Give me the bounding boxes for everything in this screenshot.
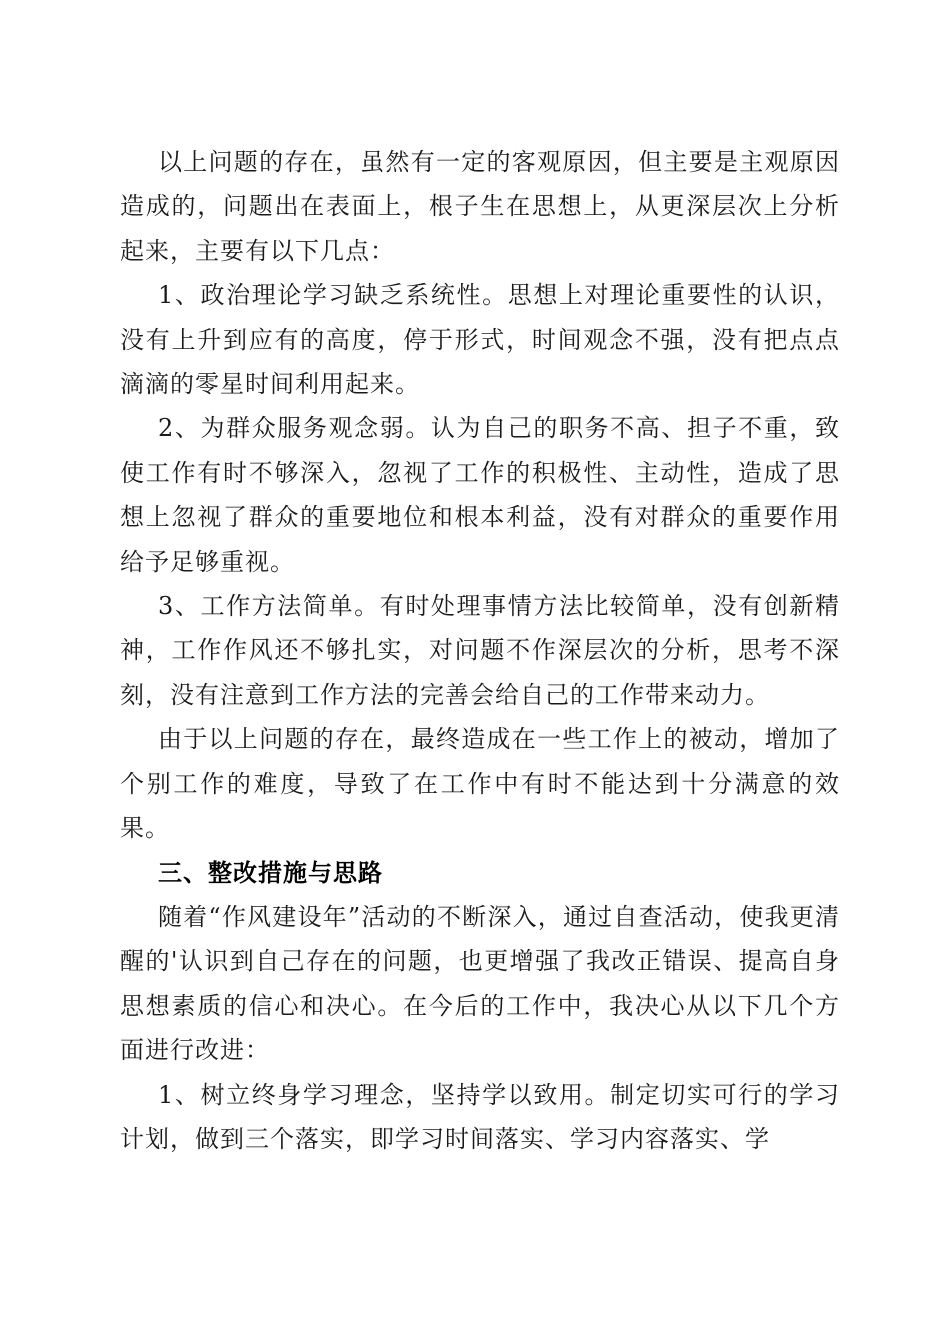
paragraph-cause-3: 3、工作方法简单。有时处理事情方法比较简单，没有创新精神，工作作风还不够扎实，对问题不作深层次的分析，思考不深刻，没有注意到工作方法的完善会给自己的工作带来动力。 (120, 592, 840, 709)
paragraph-causes-intro: 以上问题的存在，虽然有一定的客观原因，但主要是主观原因造成的，问题出在表面上，根子生在思想上，从更深层次上分析起来，主要有以下几点： (120, 148, 840, 265)
document-body (120, 140, 840, 1161)
paragraph-cause-1: 1、政治理论学习缺乏系统性。思想上对理论重要性的认识，没有上升到应有的高度，停于形式，时间观念不强，没有把点点滴滴的零星时间利用起来。 (120, 281, 840, 399)
paragraph-consequence: 由于以上问题的存在，最终造成在一些工作上的被动，增加了个别工作的难度，导致了在工作中有时不能达到十分满意的效果。 (120, 725, 840, 843)
paragraph-measures-intro: 随着“作风建设年”活动的不断深入，通过自查活动，使我更清醒的'认识到自己存在的问题，也更增强了我改正错误、提高自身思想素质的信心和决心。在今后的工作中，我决心从以下几个方面进行改进： (120, 902, 840, 1065)
paragraph-cause-2: 2、为群众服务观念弱。认为自己的职务不高、担子不重，致使工作有时不够深入，忽视了工作的积极性、主动性，造成了思想上忽视了群众的重要地位和根本利益，没有对群众的重要作用给予足够重视。 (120, 414, 840, 576)
section-heading: 三、整改措施与思路 (158, 858, 383, 887)
paragraph-measure-1: 1、树立终身学习理念，坚持学以致用。制定切实可行的学习计划，做到三个落实，即学习时间落实、学习内容落实、学 (120, 1080, 840, 1153)
